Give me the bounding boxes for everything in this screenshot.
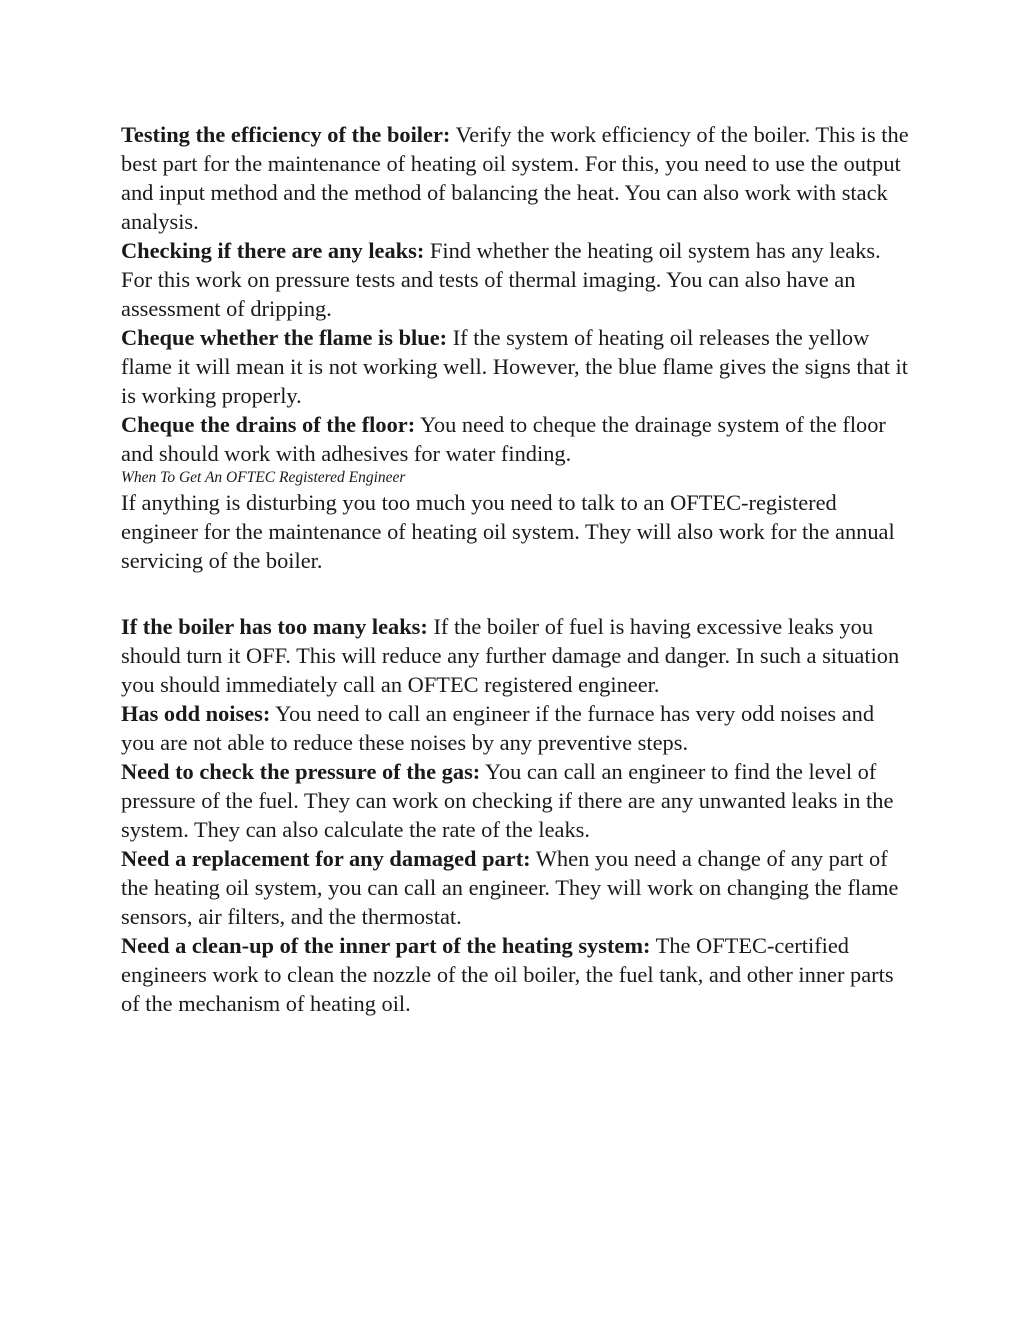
paragraph-heading: Checking if there are any leaks: bbox=[121, 238, 425, 263]
document-page bbox=[121, 120, 911, 1018]
paragraph-inner-cleanup bbox=[121, 931, 911, 1018]
paragraph-heading: Need to check the pressure of the gas: bbox=[121, 759, 481, 784]
paragraph-text: You need to cheque the drainage system of the floor and should work with adhesives for water finding. bbox=[121, 412, 886, 466]
section-subheading: When To Get An OFTEC Registered Engineer bbox=[121, 469, 406, 486]
paragraph-too-many-leaks bbox=[121, 612, 911, 699]
paragraph-part-replacement bbox=[121, 844, 911, 931]
paragraph-flame-color bbox=[121, 323, 911, 410]
paragraph-text: Find whether the heating oil system has any leaks. For this work on pressure tests and tests of thermal imaging. You can also have an assessment of dripping. bbox=[121, 238, 881, 321]
paragraph-odd-noises bbox=[121, 699, 911, 757]
paragraph-text: If the boiler of fuel is having excessive leaks you should turn it OFF. This will reduce any further damage and danger. In such a situation you should immediately call an OFTEC registered engineer. bbox=[121, 614, 900, 697]
paragraph-text: If the system of heating oil releases the yellow flame it will mean it is not working well. However, the blue flame gives the signs that it is working properly. bbox=[121, 325, 908, 408]
paragraph-leak-check bbox=[121, 236, 911, 323]
paragraph-intro: If anything is disturbing you too much you need to talk to an OFTEC-registered engineer for the maintenance of heating oil system. They will also work for the annual servicing of the boiler. bbox=[121, 490, 895, 573]
paragraph-text: When you need a change of any part of the heating oil system, you can call an engineer. They will work on changing the flame sensors, air filters, and the thermostat. bbox=[121, 846, 899, 929]
paragraph-text: You can call an engineer to find the level of pressure of the fuel. They can work on checking if there are any unwanted leaks in the system. They can also calculate the rate of the leaks. bbox=[121, 759, 894, 842]
paragraph-floor-drains bbox=[121, 410, 911, 468]
paragraph-text: Verify the work efficiency of the boiler. This is the best part for the maintenance of heating oil system. For this, you need to use the output and input method and the method of balancing the heat. You can also work with stack analysis. bbox=[121, 122, 909, 234]
paragraph-text: You need to call an engineer if the furnace has very odd noises and you are not able to reduce these noises by any preventive steps. bbox=[121, 701, 875, 755]
section-spacer bbox=[121, 575, 911, 612]
paragraph-heading: Cheque the drains of the floor: bbox=[121, 412, 416, 437]
paragraph-boiler-efficiency bbox=[121, 120, 911, 236]
paragraph-heading: If the boiler has too many leaks: bbox=[121, 614, 428, 639]
paragraph-gas-pressure bbox=[121, 757, 911, 844]
paragraph-text: The OFTEC-certified engineers work to clean the nozzle of the oil boiler, the fuel tank, and other inner parts of the mechanism of heating oil. bbox=[121, 933, 894, 1016]
paragraph-heading: Has odd noises: bbox=[121, 701, 271, 726]
paragraph-heading: Need a clean-up of the inner part of the heating system: bbox=[121, 933, 651, 958]
paragraph-heading: Need a replacement for any damaged part: bbox=[121, 846, 531, 871]
paragraph-heading: Testing the efficiency of the boiler: bbox=[121, 122, 451, 147]
paragraph-heading: Cheque whether the flame is blue: bbox=[121, 325, 448, 350]
